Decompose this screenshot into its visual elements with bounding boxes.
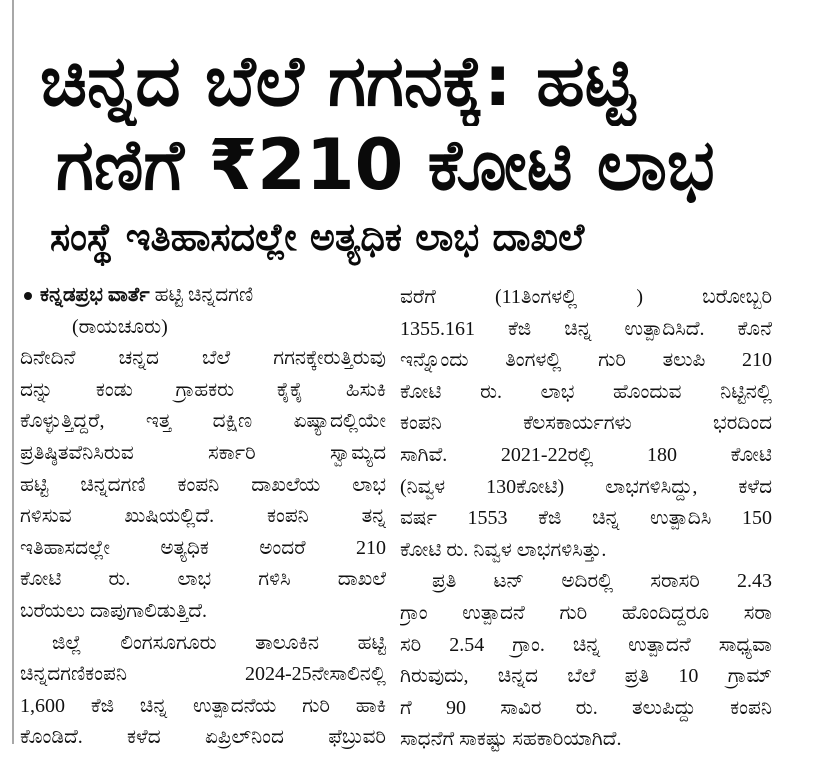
article-column-left [20, 280, 386, 754]
article-line: ವರ್ಷ 1553 ಕೆಜಿ ಚಿನ್ನ ಉತ್ಪಾದಿಸಿ 150 [400, 507, 772, 530]
article-line: ಸರಿ 2.54 ಗ್ರಾಂ. ಚಿನ್ನ ಉತ್ಪಾದನೆ ಸಾಧ್ಯವಾ [400, 633, 772, 656]
paragraph [400, 566, 772, 756]
article-line: ಕೊಂಡಿದೆ. ಕಳೆದ ಏಪ್ರಿಲ್‌ನಿಂದ ಫೆಬ್ರುವರಿ [20, 726, 386, 749]
article-line: 1355.161 ಕೆಜಿ ಚಿನ್ನ ಉತ್ಪಾದಿಸಿದೆ. ಕೊನೆ [400, 317, 772, 340]
headline-line-2: ಗಣಿಗೆ ₹210 ಕೋಟಿ ಲಾಭ [56, 124, 715, 206]
article-line: ಕೋಟಿ ರು. ಲಾಭ ಗಳಿಸಿ ದಾಖಲೆ [20, 568, 386, 591]
article-line: ಸಾಧನೆಗೆ ಸಾಕಷ್ಟು ಸಹಕಾರಿಯಾಗಿದೆ. [400, 728, 622, 751]
article-line: ಕೊಳ್ಳುತ್ತಿದ್ದರೆ, ಇತ್ತ ದಕ್ಷಿಣ ಏಷ್ಯಾದಲ್ಲಿಯೇ [20, 410, 386, 433]
article-line: (ನಿವ್ವಳ 130ಕೋಟಿ) ಲಾಭಗಳಿಸಿದ್ದು, ಕಳೆದ [400, 475, 772, 498]
article-line: ಬರೆಯಲು ದಾಪುಗಾಲಿಡುತ್ತಿದೆ. [20, 599, 208, 622]
article-column-right [400, 282, 772, 756]
article-line: ಕೋಟಿ ರು. ಲಾಭ ಹೊಂದುವ ನಿಟ್ಟಿನಲ್ಲಿ [400, 380, 772, 403]
paragraph [20, 628, 386, 754]
clipping-edge-line [12, 0, 14, 744]
article-line: ಹಟ್ಟಿ ಚಿನ್ನದಗಣಿ ಕಂಪನಿ ದಾಖಲೆಯ ಲಾಭ [20, 473, 386, 496]
article-line: ಇತಿಹಾಸದಲ್ಲೇ ಅತ್ಯಧಿಕ ಅಂದರೆ 210 [20, 536, 386, 559]
article-line: ದಿನೇದಿನೆ ಚನ್ನದ ಬೆಲೆ ಗಗನಕ್ಕೇರುತ್ತಿರುವು [20, 347, 386, 370]
byline-district: (ರಾಯಚೂರು) [72, 315, 168, 338]
article-line: ಇನ್ನೊಂದು ತಿಂಗಳಲ್ಲಿ ಗುರಿ ತಲುಪಿ 210 [400, 349, 772, 372]
article-line: 1,600 ಕೆಜಿ ಚಿನ್ನ ಉತ್ಪಾದನೆಯ ಗುರಿ ಹಾಕಿ [20, 694, 386, 717]
byline-place: ಹಟ್ಟಿ ಚಿನ್ನದಗಣಿ [154, 284, 254, 306]
bullet-icon [24, 292, 32, 300]
article-line: ಪ್ರತಿಷ್ಠಿತವೆನಿಸಿರುವ ಸರ್ಕಾರಿ ಸ್ವಾಮ್ಯದ [20, 441, 386, 464]
article-line: ಗೆ 90 ಸಾವಿರ ರು. ತಲುಪಿದ್ದು ಕಂಪನಿ [400, 696, 772, 719]
article-line: ಗಿರುವುದು, ಚಿನ್ನದ ಬೆಲೆ ಪ್ರತಿ 10 ಗ್ರಾಮ್ [400, 665, 772, 688]
article-line: ಕೋಟಿ ರು. ನಿವ್ವಳ ಲಾಭಗಳಿಸಿತ್ತು. [400, 538, 607, 561]
article-line: ಗ್ರಾಂ ಉತ್ಪಾದನೆ ಗುರಿ ಹೊಂದಿದ್ದರೂ ಸರಾ [400, 601, 772, 624]
headline-line-1: ಚಿನ್ನದ ಬೆಲೆ ಗಗನಕ್ಕೆ: ಹಟ್ಟಿ [40, 40, 636, 122]
paragraph [400, 282, 772, 566]
article-line: ಚಿನ್ನದಗಣಿಕಂಪನಿ 2024-25ನೇಸಾಲಿನಲ್ಲಿ [20, 663, 386, 686]
article-line: ದನ್ನು ಕಂಡು ಗ್ರಾಹಕರು ಕೈಕೈ ಹಿಸುಕಿ [20, 378, 386, 401]
paragraph [20, 343, 386, 627]
article-line: ಸಾಗಿವೆ. 2021-22ರಲ್ಲಿ 180 ಕೋಟಿ [400, 443, 772, 466]
byline-source: ಕನ್ನಡಪ್ರಭ ವಾರ್ತೆ [40, 284, 150, 306]
byline [20, 280, 386, 312]
article-line: ಪ್ರತಿ ಟನ್ ಅದಿರಲ್ಲಿ ಸರಾಸರಿ 2.43 [432, 570, 772, 593]
article-line: ಕಂಪನಿ ಕೆಲಸಕಾರ್ಯಗಳು ಭರದಿಂದ [400, 412, 772, 435]
article-line: ಗಳಿಸುವ ಖುಷಿಯಲ್ಲಿದೆ. ಕಂಪನಿ ತನ್ನ [20, 505, 386, 528]
article-line: ವರೆಗೆ (11ತಿಂಗಳಲ್ಲಿ ) ಬರೋಬ್ಬರಿ [400, 286, 772, 308]
article-line: ಜಿಲ್ಲೆ ಲಿಂಗಸೂಗೂರು ತಾಲೂಕಿನ ಹಟ್ಟಿ [52, 631, 386, 654]
subheadline: ಸಂಸ್ಥೆ ಇತಿಹಾಸದಲ್ಲೇ ಅತ್ಯಧಿಕ ಲಾಭ ದಾಖಲೆ [50, 215, 585, 259]
